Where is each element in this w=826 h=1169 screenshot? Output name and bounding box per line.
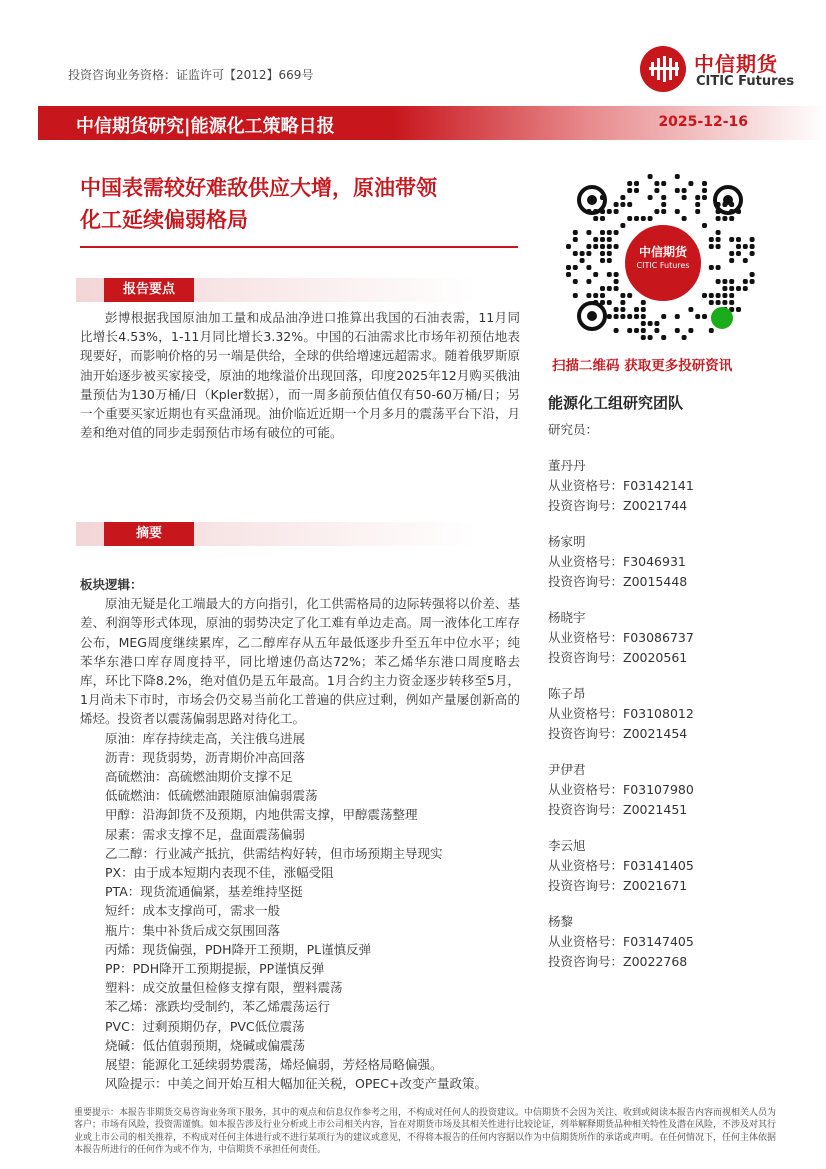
logo-cn-text: 中信期货: [694, 52, 778, 76]
summary-item: PVC：过剩预期仍存，PVC低位震荡: [105, 1018, 305, 1034]
team-member: [548, 836, 694, 896]
summary-item: PX：由于成本短期内表现不佳，涨幅受阻: [105, 865, 334, 881]
section-tab-report-points: [76, 278, 521, 302]
summary-item: 展望：能源化工延续弱势震荡，烯烃偏弱，芳烃格局略偏强。: [105, 1057, 443, 1073]
report-banner: [0, 106, 826, 140]
member-advisory: 投资咨询号：Z0021454: [548, 726, 688, 741]
summary-item: 风险提示：中美之间开始互相大幅加征关税，OPEC+改变产量政策。: [105, 1076, 487, 1092]
summary-item: 尿素：需求支撑不足，盘面震荡偏弱: [105, 826, 306, 842]
summary-item: 低硫燃油：低硫燃油跟随原油偏弱震荡: [105, 788, 318, 804]
sector-logic-label: 板块逻辑：: [80, 577, 143, 592]
member-practice: 从业资格号：F03107980: [548, 782, 694, 797]
summary-item: 高硫燃油：高硫燃油期价支撑不足: [105, 769, 293, 785]
team-member: [548, 684, 694, 744]
report-points-tab-label: 报告要点: [104, 278, 194, 302]
member-advisory: 投资咨询号：Z0020561: [548, 650, 688, 665]
qr-logo-cn: 中信期货: [638, 245, 687, 259]
member-advisory: 投资咨询号：Z0021451: [548, 802, 688, 817]
team-member: [548, 760, 694, 820]
member-practice: 从业资格号：F03147405: [548, 934, 694, 949]
qr-code[interactable]: [560, 170, 760, 345]
headline-line-1: 中国表需较好难敌供应大增，原油带领: [80, 176, 437, 200]
qr-logo-en: CITIC Futures: [636, 261, 690, 270]
member-name: 尹伊君: [548, 762, 586, 777]
headline-line-2: 化工延续偏弱格局: [80, 208, 248, 232]
member-practice: 从业资格号：F03086737: [548, 630, 694, 645]
team-subtitle: 研究员：: [548, 422, 599, 437]
member-name: 董丹丹: [548, 458, 586, 473]
disclaimer: 重要提示：本报告非期货交易咨询业务项下服务，其中的观点和信息仅作参考之用，不构成对任何人的投资建议。中信期货不会因为关注、收到或阅读本报告内容而视相关人员为客户；市场有风险，投资需谨慎。如本报告涉及行业分析或上市公司相关内容，旨在对期货市场及其相关性进行比较论证，列举解释期货品种相关特性及潜在风险，不涉及对其行业或上市公司的相关推荐，不构成对任何主体进行或不进行某项行为的建议或意见，不得将本报告的任何内容据以作为中信期货所作的承诺或声明。在任何情况下，任何主体依据本报告所进行的任何作为或不作为，中信期货不承担任何责任。: [74, 1108, 777, 1156]
member-advisory: 投资咨询号：Z0021744: [548, 498, 688, 513]
member-practice: 从业资格号：F03141405: [548, 858, 694, 873]
summary-item: 短纤：成本支撑尚可，需求一般: [105, 903, 281, 919]
summary-body: [80, 575, 520, 1093]
summary-item: 烧碱：低估值弱预期，烧碱或偏震荡: [105, 1037, 306, 1053]
member-name: 李云旭: [548, 838, 586, 853]
member-practice: 从业资格号：F03108012: [548, 706, 694, 721]
headline-divider: [80, 246, 518, 248]
member-name: 杨家明: [548, 534, 586, 549]
summary-item: 塑料：成交放量但检修支撑有限，塑料震荡: [105, 980, 343, 996]
team-member: [548, 912, 694, 972]
sector-logic-paragraph: 原油无疑是化工端最大的方向指引，化工供需格局的边际转强将以价差、基差、利润等形式体现，原油的弱势决定了化工难有单边走高。周一液体化工库存公布，MEG周度继续累库，乙二醇库存从五年最低逐步升至五年中位水平；纯苯华东港口库存周度持平，同比增速仍高达72%；苯乙烯华东港口周度略去库，环比下降8.2%，绝对值仍是五年最高。1月合约主力资金逐步转移至5月，1月尚未下市时，市场会仍交易当前化工普遍的供应过剩，例如产量屡创新高的烯烃。投资者以震荡偏弱思路对待化工。: [80, 596, 520, 727]
citic-futures-logo: [640, 46, 810, 96]
summary-item: 甲醇：沿海卸货不及预期，内地供需支撑，甲醇震荡整理: [105, 807, 418, 823]
summary-item: 乙二醇：行业减产抵抗，供需结构好转，但市场预期主导现实: [105, 845, 443, 861]
report-headline: [80, 172, 520, 236]
summary-item-list: [80, 729, 520, 1094]
logo-en-text: CITIC Futures: [696, 74, 795, 89]
summary-item: 瓶片：集中补货后成交氛围回落: [105, 922, 281, 938]
member-advisory: 投资咨询号：Z0015448: [548, 574, 688, 589]
team-member: [548, 456, 694, 516]
member-practice: 从业资格号：F3046931: [548, 554, 686, 569]
banner-title: 中信期货研究|能源化工策略日报: [76, 116, 335, 137]
member-name: 陈子昂: [548, 686, 586, 701]
summary-item: PTA：现货流通偏紧，基差维持坚挺: [105, 884, 303, 900]
team-title: 能源化工组研究团队: [548, 394, 684, 412]
report-date: 2025-12-16: [658, 114, 748, 130]
team-member: [548, 608, 694, 668]
qr-center-logo: [622, 222, 704, 304]
qr-call-to-action: 扫描二维码 获取更多投研资讯: [552, 358, 733, 374]
summary-item: 苯乙烯：涨跌均受制约，苯乙烯震荡运行: [105, 999, 331, 1015]
member-practice: 从业资格号：F03142141: [548, 478, 694, 493]
member-name: 杨黎: [548, 914, 574, 929]
member-advisory: 投资咨询号：Z0021671: [548, 878, 688, 893]
summary-item: 沥青：现货弱势，沥青期价冲高回落: [105, 749, 306, 765]
citic-logo-icon: [640, 46, 686, 92]
team-member: [548, 532, 687, 592]
license-text: 投资咨询业务资格：证监许可【2012】669号: [68, 68, 314, 82]
section-tab-summary: [76, 522, 521, 546]
report-points-body: [80, 308, 520, 442]
member-advisory: 投资咨询号：Z0022768: [548, 954, 688, 969]
summary-item: 丙烯：现货偏强，PDH降开工预期，PL谨慎反弹: [105, 941, 372, 957]
summary-item: PP：PDH降开工预期提振，PP谨慎反弹: [105, 961, 325, 977]
summary-item: 原油：库存持续走高，关注俄乌进展: [105, 730, 306, 746]
summary-tab-label: 摘要: [104, 522, 194, 546]
report-points-paragraph: 彭博根据我国原油加工量和成品油净进口推算出我国的石油表需，11月同比增长4.53%，1-11月同比增长3.32%。中国的石油需求比市场年初预估地表现要好，而影响价格的另一端是供给，全球的供给增速远超需求。随着俄罗斯原油开始逐步被买家接受，原油的地缘溢价出现回落，印度2025年12月购买俄油量预估为130万桶/日（Kpler数据），而一周多前预估值仅有50-60万桶/日；另一个重要买家近期也有买盘涌现。油价临近近期一个月多月的震荡平台下沿，月差和绝对值的同步走弱预估市场有破位的可能。: [80, 310, 520, 441]
member-name: 杨晓宇: [548, 610, 586, 625]
